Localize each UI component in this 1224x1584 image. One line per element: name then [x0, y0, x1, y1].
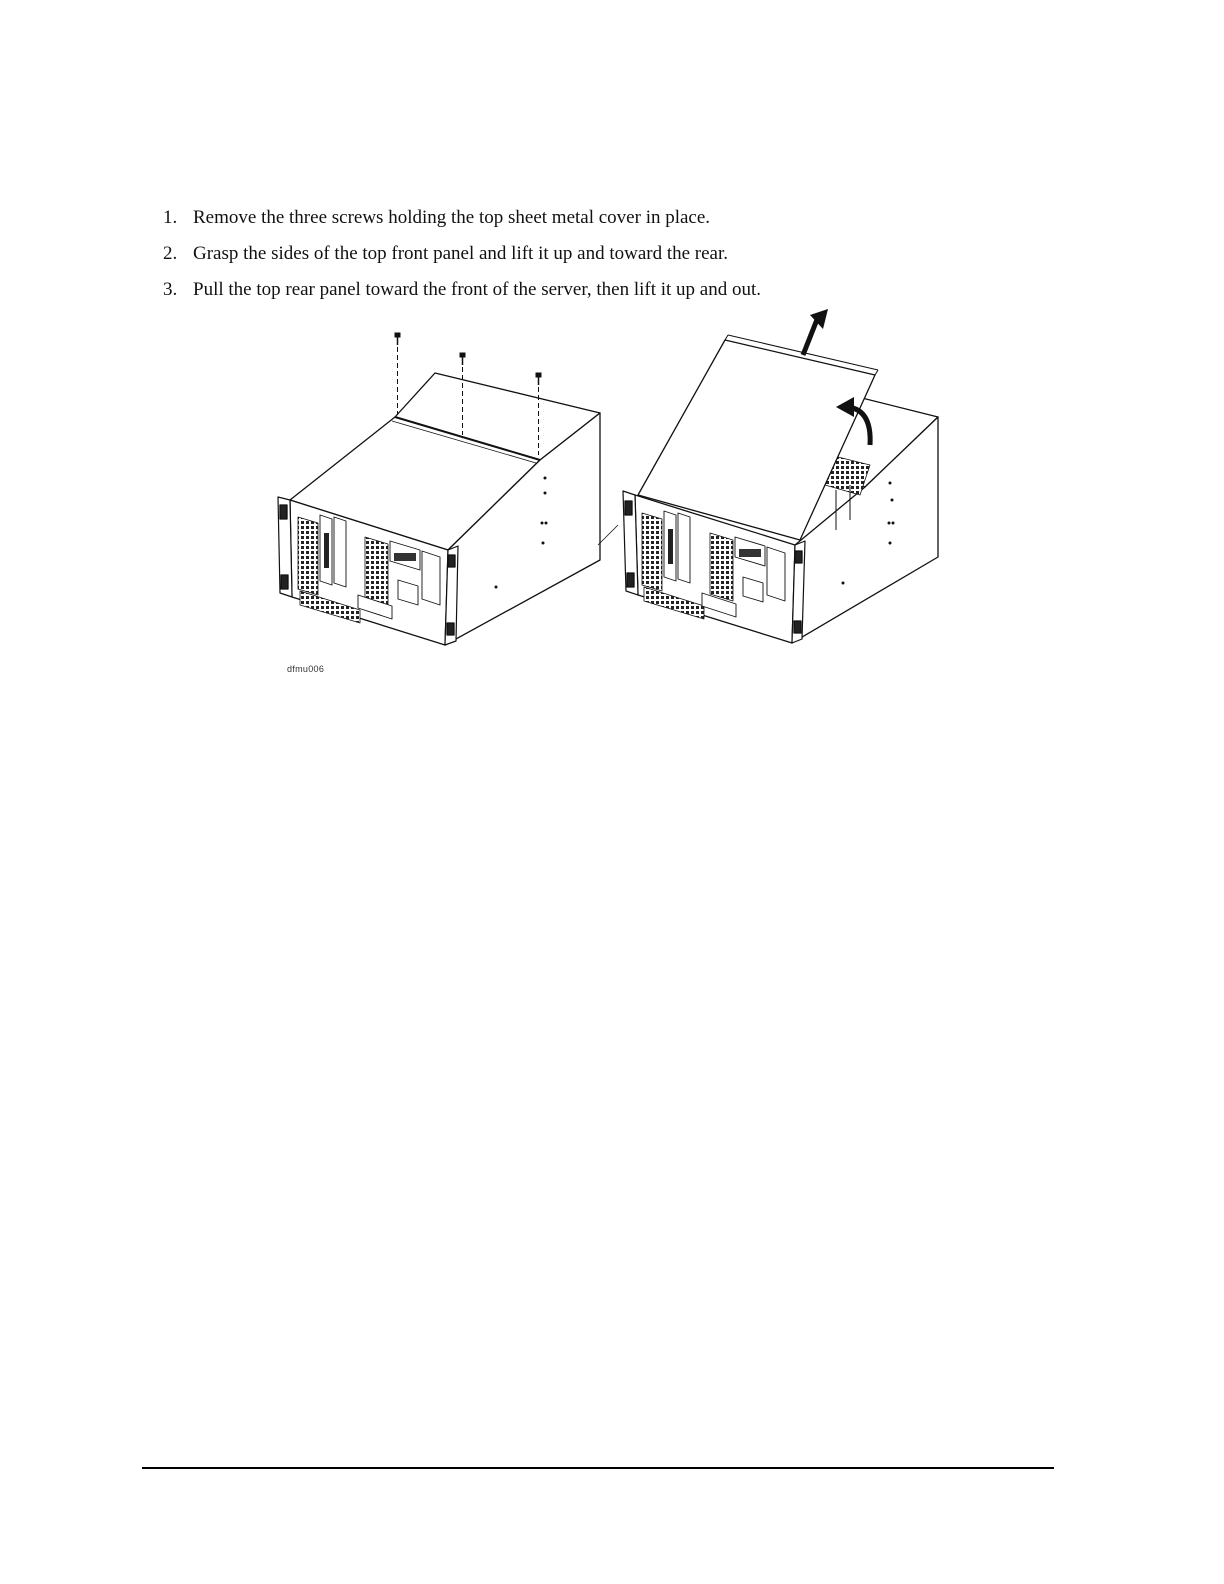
footer-rule [142, 1467, 1054, 1469]
step-3 [163, 272, 1063, 308]
server-left [278, 373, 600, 645]
cover-removal-figure [270, 305, 960, 675]
step-2 [163, 236, 1063, 272]
step-1 [163, 200, 1063, 236]
step-number: 2. [163, 243, 178, 264]
server-right [598, 335, 938, 643]
figure-id-label: dfmu006 [287, 664, 325, 674]
lift-up-arrow-icon [803, 309, 828, 355]
procedure-steps [163, 200, 1063, 308]
screw-icon [395, 333, 400, 415]
step-text: Pull the top rear panel toward the front of the server, then lift it up and out. [193, 279, 762, 300]
server-illustration [270, 305, 960, 675]
step-number: 3. [163, 279, 178, 300]
step-number: 1. [163, 207, 178, 228]
step-text: Remove the three screws holding the top sheet metal cover in place. [193, 207, 711, 228]
step-text: Grasp the sides of the top front panel and lift it up and toward the rear. [193, 243, 729, 264]
